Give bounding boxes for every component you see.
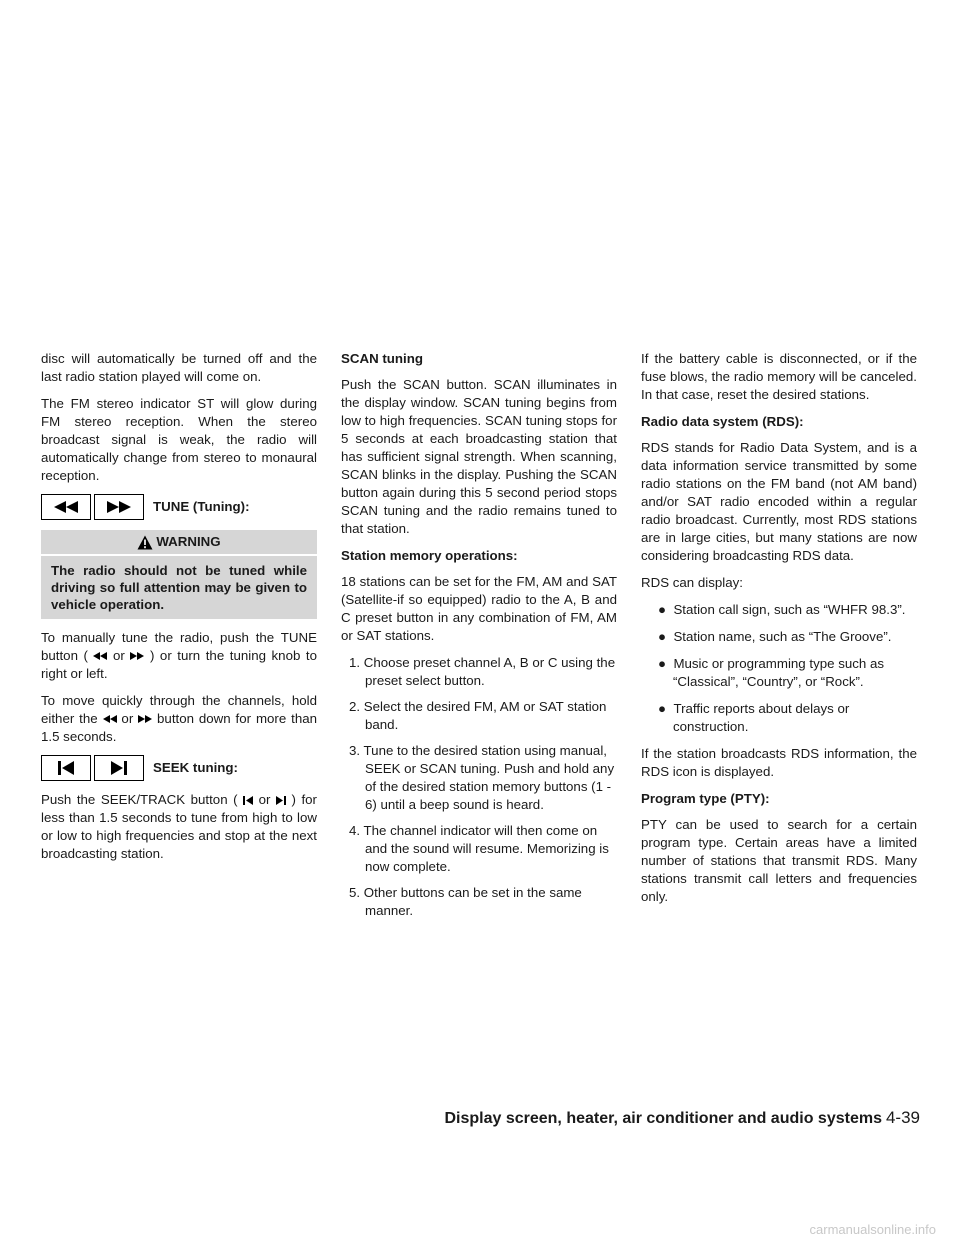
- fast-forward-button-graphic: [94, 494, 144, 520]
- seek-text-b: ) for less than 1.5 seconds to tune from high to low or low to high frequencies and stop at the next broadcasting station.: [41, 792, 317, 861]
- bullet-dot: ●: [658, 602, 667, 617]
- page-footer: [440, 1108, 920, 1128]
- list-item: [641, 628, 917, 646]
- list-item: 5. Other buttons can be set in the same manner.: [349, 885, 582, 918]
- list-item: 1. Choose preset channel A, B or C using the preset select button.: [349, 655, 616, 688]
- manual-tune-text-b: ) or turn the tuning knob to right or left.: [41, 648, 317, 681]
- footer-section-title: Display screen, heater, air conditioner and audio systems: [444, 1110, 882, 1127]
- rewind-icon: [93, 652, 107, 660]
- column-right: [641, 350, 917, 915]
- list-item: 2. Select the desired FM, AM or SAT station band.: [349, 699, 607, 732]
- paragraph-seek: [41, 791, 317, 863]
- warning-box: [41, 530, 317, 619]
- manual-tune-or: or: [113, 648, 125, 663]
- paragraph-manual-tune: [41, 629, 317, 683]
- memory-heading: Station memory operations:: [341, 548, 518, 563]
- page-number: 4-39: [885, 1108, 920, 1127]
- list-item: [641, 655, 917, 691]
- bullet-dot: ●: [658, 656, 667, 671]
- list-item: [641, 601, 917, 619]
- quick-tune-text-b: button down for more than 1.5 seconds.: [41, 711, 317, 744]
- rds-bullets: [641, 601, 917, 736]
- paragraph-scan: Push the SCAN button. SCAN illuminates in the display window. SCAN tuning begins from low to high frequencies. SCAN tuning stops for 5 seconds at each broadcasting station that has sufficient signal strength. When scanning, SCAN blinks in the display. Pushing the SCAN button again during this 5 second period stops SCAN tuning and the radio remains tuned to that station.: [341, 377, 617, 536]
- bullet-text: Music or programming type such as “Classical”, “Country”, or “Rock”.: [673, 656, 885, 689]
- seek-back-icon: [243, 796, 253, 805]
- rds-heading: Radio data system (RDS):: [641, 414, 804, 429]
- list-item: 4. The channel indicator will then come on and the sound will resume. Memorizing is now complete.: [349, 823, 609, 874]
- rewind-icon: [103, 715, 117, 723]
- seek-back-icon: [57, 761, 75, 775]
- list-item: [641, 700, 917, 736]
- bullet-text: Station call sign, such as “WHFR 98.3”.: [673, 602, 906, 617]
- tune-heading: TUNE (Tuning):: [153, 499, 250, 514]
- fast-forward-icon: [130, 652, 144, 660]
- paragraph-rds: RDS stands for Radio Data System, and is a data information service transmitted by some radio stations on the FM band (not AM band) and/or SAT radio encoded within a regular radio broadcast. Currently, most RDS stations are in large cities, but many stations are now considering broadcasting RDS data.: [641, 440, 917, 563]
- seek-forward-icon: [110, 761, 128, 775]
- fast-forward-icon: [106, 501, 132, 513]
- paragraph-memory: 18 stations can be set for the FM, AM and SAT (Satellite-if so equipped) radio to the A, B and C preset button in any combination of FM, AM or SAT stations.: [341, 574, 617, 643]
- paragraph-rds-can: RDS can display:: [641, 575, 743, 590]
- scan-heading: SCAN tuning: [341, 351, 423, 366]
- fast-forward-icon: [138, 715, 152, 723]
- paragraph-disc-off: disc will automatically be turned off and the last radio station played will come on.: [41, 351, 317, 384]
- warning-icon: [137, 535, 153, 550]
- column-left: [41, 350, 317, 872]
- seek-forward-icon: [276, 796, 286, 805]
- bullet-text: Station name, such as “The Groove”.: [673, 629, 892, 644]
- paragraph-stereo-indicator: The FM stereo indicator ST will glow during FM stereo reception. When the stereo broadcast signal is weak, the radio will automatically change from stereo to monaural reception.: [41, 396, 317, 483]
- paragraph-rds-icon: If the station broadcasts RDS information, the RDS icon is displayed.: [641, 746, 917, 779]
- warning-title: WARNING: [156, 534, 221, 549]
- list-item: 3. Tune to the desired station using manual, SEEK or SCAN tuning. Push and hold any of the desired station memory buttons (1 - 6) until a beep sound is heard.: [349, 743, 615, 812]
- pty-heading: Program type (PTY):: [641, 791, 770, 806]
- paragraph-pty: PTY can be used to search for a certain program type. Certain areas have a limited number of stations that transmit RDS. Many stations transmit call letters and frequencies only.: [641, 817, 917, 904]
- warning-text: The radio should not be tuned while driving so full attention may be given to vehicle operation.: [51, 563, 307, 612]
- seek-button-row: [41, 755, 317, 781]
- quick-tune-text-a: To move quickly through the channels, hold either the: [41, 693, 317, 726]
- bullet-text: Traffic reports about delays or construction.: [673, 701, 850, 734]
- warning-header: [41, 530, 317, 556]
- watermark: carmanualsonline.info: [809, 1222, 936, 1237]
- column-middle: [341, 350, 617, 929]
- rewind-button-graphic: [41, 494, 91, 520]
- bullet-dot: ●: [658, 629, 667, 644]
- seek-heading: SEEK tuning:: [153, 760, 238, 775]
- seek-back-button-graphic: [41, 755, 91, 781]
- quick-tune-or: or: [121, 711, 134, 726]
- paragraph-battery: If the battery cable is disconnected, or if the fuse blows, the radio memory will be canceled. In that case, reset the desired stations.: [641, 351, 917, 402]
- seek-or: or: [258, 792, 271, 807]
- tune-button-row: [41, 494, 317, 520]
- manual-tune-text-a: To manually tune the radio, push the TUNE button (: [41, 630, 317, 663]
- paragraph-quick-tune: [41, 692, 317, 746]
- seek-text-a: Push the SEEK/TRACK button (: [41, 792, 238, 807]
- rewind-icon: [53, 501, 79, 513]
- bullet-dot: ●: [658, 701, 667, 716]
- seek-forward-button-graphic: [94, 755, 144, 781]
- memory-steps: [341, 654, 617, 920]
